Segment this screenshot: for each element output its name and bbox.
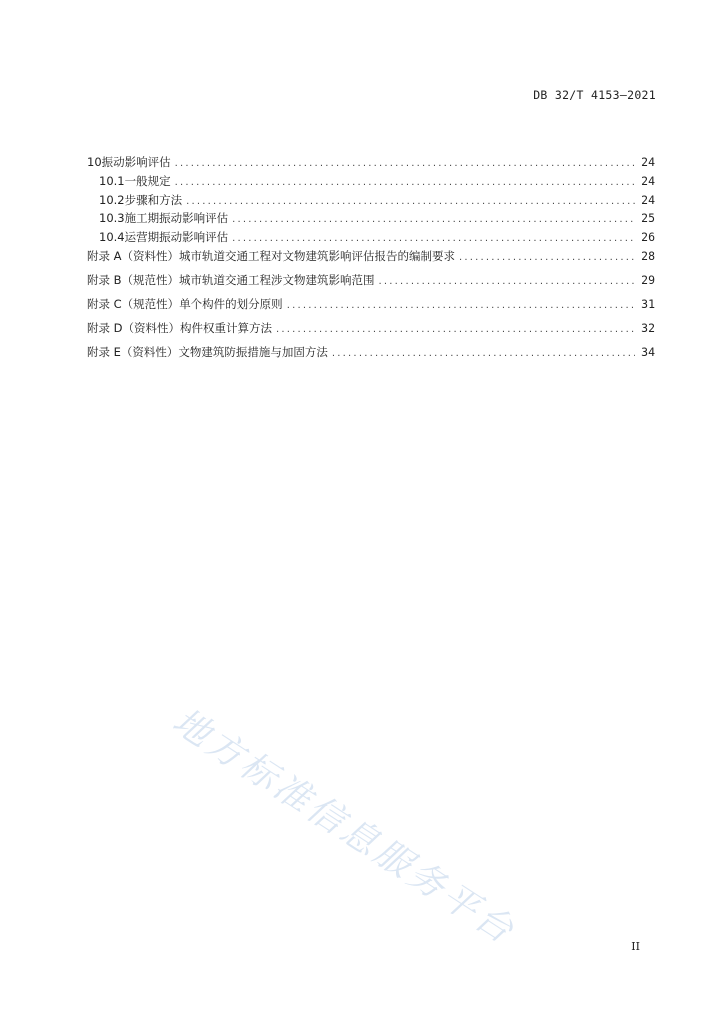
document-code: DB 32/T 4153—2021	[533, 88, 656, 102]
toc-leader-dots	[232, 214, 635, 225]
toc-entry-page: 25	[641, 211, 655, 226]
toc-leader-dots	[332, 348, 635, 359]
toc-entry-number: 附录 C（规范性）	[87, 296, 180, 311]
toc-entry-page: 26	[641, 230, 655, 245]
toc-entry-number: 附录 B（规范性）	[87, 272, 180, 287]
toc-entry-appendix-a[interactable]	[87, 248, 655, 272]
toc-entry-10-4[interactable]	[87, 229, 655, 248]
toc-entry-title: 一般规定	[124, 173, 171, 188]
table-of-contents	[87, 154, 655, 368]
toc-entry-number: 10	[87, 155, 102, 169]
toc-entry-title: 城市轨道交通工程涉文物建筑影响范围	[179, 272, 375, 287]
toc-entry-title: 单个构件的划分原则	[179, 296, 283, 311]
toc-entry-number: 10.4	[99, 230, 125, 245]
toc-entry-title: 施工期振动影响评估	[124, 211, 229, 226]
toc-entry-title: 城市轨道交通工程对文物建筑影响评估报告的编制要求	[179, 248, 456, 263]
toc-entry-page: 29	[641, 272, 655, 287]
watermark: 地方标准信息服务平台	[165, 700, 524, 954]
toc-entry-page: 31	[641, 296, 655, 311]
toc-entry-appendix-c[interactable]	[87, 296, 655, 320]
toc-entry-page: 34	[641, 344, 655, 359]
toc-leader-dots	[459, 252, 635, 263]
toc-leader-dots	[287, 300, 635, 311]
toc-entry-number: 附录 A（资料性）	[87, 248, 180, 263]
toc-entry-10-2[interactable]	[87, 192, 655, 211]
toc-entry-10[interactable]	[87, 154, 655, 173]
toc-entry-appendix-d[interactable]	[87, 320, 655, 344]
toc-entry-appendix-b[interactable]	[87, 272, 655, 296]
toc-entry-page: 24	[641, 192, 655, 207]
toc-leader-dots	[186, 196, 635, 207]
toc-entry-number: 10.3	[99, 211, 125, 226]
toc-entry-10-3[interactable]	[87, 210, 655, 229]
toc-entry-number: 10.2	[99, 192, 125, 207]
toc-leader-dots	[175, 177, 635, 188]
toc-entry-title: 构件权重计算方法	[180, 320, 273, 335]
toc-entry-10-1[interactable]	[87, 173, 655, 192]
toc-leader-dots	[379, 276, 635, 287]
page-number: II	[631, 940, 640, 953]
toc-entry-title: 振动影响评估	[101, 155, 171, 169]
toc-entry-title: 步骤和方法	[124, 192, 183, 207]
toc-entry-page: 28	[641, 248, 655, 263]
toc-entry-title: 文物建筑防振措施与加固方法	[178, 344, 328, 359]
toc-entry-page: 32	[641, 320, 655, 335]
toc-leader-dots	[175, 158, 635, 169]
toc-entry-number: 附录 E（资料性）	[87, 344, 179, 359]
toc-entry-number: 附录 D（资料性）	[87, 320, 181, 335]
toc-leader-dots	[232, 233, 635, 244]
toc-entry-page: 24	[641, 155, 655, 169]
toc-leader-dots	[276, 324, 635, 335]
toc-entry-appendix-e[interactable]	[87, 344, 655, 368]
toc-entry-title: 运营期振动影响评估	[124, 230, 229, 245]
toc-entry-page: 24	[641, 173, 655, 188]
toc-entry-number: 10.1	[99, 173, 125, 188]
